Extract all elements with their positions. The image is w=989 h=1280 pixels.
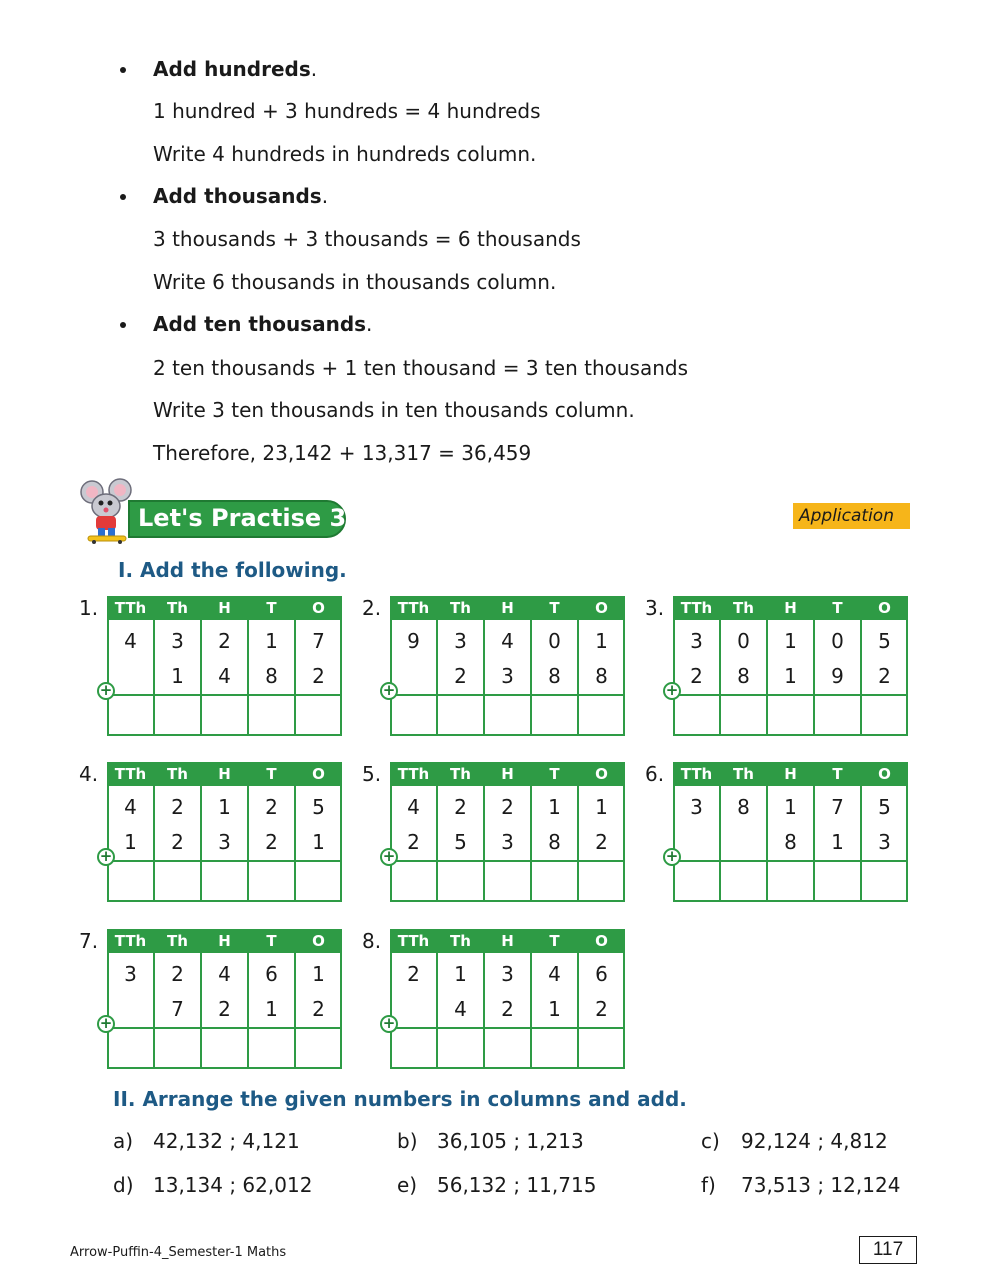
digit-cell: 6: [265, 962, 278, 986]
digit-cell: 1: [784, 664, 797, 688]
answer-cell[interactable]: [720, 697, 767, 733]
application-tag: Application: [793, 503, 910, 529]
exercise-numbers: 56,132 ; 11,715: [437, 1173, 597, 1197]
column-header: T: [549, 765, 560, 783]
digit-cell: 3: [690, 629, 703, 653]
answer-cell[interactable]: [154, 863, 201, 899]
plus-sign-icon: +: [97, 682, 115, 700]
place-value-table: [99, 762, 342, 902]
column-header: T: [832, 765, 843, 783]
column-header: H: [784, 599, 797, 617]
step-title: Add thousands.: [153, 184, 329, 208]
digit-cell: 3: [878, 830, 891, 854]
answer-cell[interactable]: [437, 863, 484, 899]
answer-cell[interactable]: [437, 1030, 484, 1066]
exercise-numbers: 92,124 ; 4,812: [741, 1129, 888, 1153]
exercise-label: e): [397, 1173, 418, 1197]
sum-divider: [107, 860, 342, 862]
column-header: O: [312, 932, 325, 950]
digit-cell: 1: [171, 664, 184, 688]
sum-divider: [390, 1027, 625, 1029]
column-header: TTh: [397, 765, 430, 783]
table-header: [390, 596, 625, 620]
digit-cell: 2: [454, 795, 467, 819]
digit-cell: 4: [501, 629, 514, 653]
answer-cell[interactable]: [767, 863, 814, 899]
answer-cell[interactable]: [484, 1030, 531, 1066]
step-line: 1 hundred + 3 hundreds = 4 hundreds: [153, 99, 541, 123]
column-header: T: [266, 932, 277, 950]
step-line: 2 ten thousands + 1 ten thousand = 3 ten thousands: [153, 356, 688, 380]
digit-cell: 5: [454, 830, 467, 854]
page-number: 117: [859, 1236, 917, 1264]
table-header: [390, 929, 625, 953]
problem-number: 1.: [79, 596, 99, 620]
answer-cell[interactable]: [673, 863, 720, 899]
section-heading-2: II. Arrange the given numbers in columns and add.: [113, 1087, 687, 1111]
digit-cell: 4: [124, 795, 137, 819]
digit-cell: 2: [501, 997, 514, 1021]
digit-cell: 7: [831, 795, 844, 819]
digit-cell: 9: [831, 664, 844, 688]
digit-cell: 1: [218, 795, 231, 819]
place-value-table: [665, 596, 908, 736]
digit-cell: 1: [831, 830, 844, 854]
digit-cell: 1: [265, 997, 278, 1021]
section-heading-1: I. Add the following.: [118, 558, 347, 582]
answer-cell[interactable]: [248, 697, 295, 733]
bullet-dot: [118, 314, 128, 324]
digit-cell: 0: [737, 629, 750, 653]
column-header: T: [266, 765, 277, 783]
digit-cell: 7: [171, 997, 184, 1021]
digit-cell: 1: [265, 629, 278, 653]
sum-divider: [390, 694, 625, 696]
column-header: O: [878, 599, 891, 617]
digit-cell: 3: [501, 830, 514, 854]
problem-number: 2.: [362, 596, 382, 620]
answer-cell[interactable]: [201, 1030, 248, 1066]
sum-divider: [673, 860, 908, 862]
digit-cell: 1: [784, 795, 797, 819]
column-header: Th: [167, 599, 188, 617]
digit-cell: 4: [548, 962, 561, 986]
answer-cell[interactable]: [295, 1030, 342, 1066]
column-header: O: [595, 765, 608, 783]
digit-cell: 2: [878, 664, 891, 688]
answer-cell[interactable]: [107, 863, 154, 899]
step-line: Write 4 hundreds in hundreds column.: [153, 142, 537, 166]
problem-number: 8.: [362, 929, 382, 953]
step-title: Add ten thousands.: [153, 312, 373, 336]
column-header: H: [784, 765, 797, 783]
digit-cell: 8: [548, 664, 561, 688]
answer-cell[interactable]: [437, 697, 484, 733]
column-header: O: [595, 599, 608, 617]
answer-cell[interactable]: [154, 697, 201, 733]
answer-cell[interactable]: [861, 697, 908, 733]
digit-cell: 4: [407, 795, 420, 819]
column-header: T: [266, 599, 277, 617]
problem-number: 4.: [79, 762, 99, 786]
digit-cell: 8: [595, 664, 608, 688]
exercise-label: d): [113, 1173, 134, 1197]
answer-cell[interactable]: [295, 697, 342, 733]
plus-sign-icon: +: [380, 682, 398, 700]
digit-cell: 2: [312, 997, 325, 1021]
digit-cell: 6: [595, 962, 608, 986]
digit-cell: 5: [878, 629, 891, 653]
column-header: TTh: [114, 765, 147, 783]
digit-cell: 1: [548, 997, 561, 1021]
digit-cell: 5: [878, 795, 891, 819]
sum-divider: [107, 1027, 342, 1029]
bullet-dot: [118, 186, 128, 196]
answer-cell[interactable]: [673, 697, 720, 733]
column-header: T: [832, 599, 843, 617]
plus-sign-icon: +: [97, 848, 115, 866]
digit-cell: 1: [124, 830, 137, 854]
place-value-table: [99, 929, 342, 1069]
column-header: Th: [450, 932, 471, 950]
digit-cell: 8: [548, 830, 561, 854]
place-value-table: [99, 596, 342, 736]
exercise-label: c): [701, 1129, 720, 1153]
step-line: Write 3 ten thousands in ten thousands column.: [153, 398, 635, 422]
plus-sign-icon: +: [380, 848, 398, 866]
digit-cell: 9: [407, 629, 420, 653]
answer-cell[interactable]: [201, 863, 248, 899]
column-header: H: [501, 765, 514, 783]
column-header: T: [549, 599, 560, 617]
digit-cell: 8: [265, 664, 278, 688]
digit-cell: 2: [171, 795, 184, 819]
answer-cell[interactable]: [295, 863, 342, 899]
column-header: O: [595, 932, 608, 950]
answer-cell[interactable]: [484, 863, 531, 899]
digit-cell: 7: [312, 629, 325, 653]
answer-cell[interactable]: [578, 697, 625, 733]
answer-cell[interactable]: [201, 697, 248, 733]
digit-cell: 2: [407, 962, 420, 986]
digit-cell: 8: [737, 664, 750, 688]
column-header: O: [878, 765, 891, 783]
digit-cell: 2: [454, 664, 467, 688]
digit-cell: 2: [265, 830, 278, 854]
digit-cell: 3: [124, 962, 137, 986]
answer-cell[interactable]: [720, 863, 767, 899]
column-header: O: [312, 599, 325, 617]
digit-cell: 3: [501, 962, 514, 986]
digit-cell: 2: [501, 795, 514, 819]
problem-number: 5.: [362, 762, 382, 786]
column-header: TTh: [680, 765, 713, 783]
answer-cell[interactable]: [390, 863, 437, 899]
digit-cell: 5: [312, 795, 325, 819]
sum-divider: [390, 860, 625, 862]
exercise-label: f): [701, 1173, 716, 1197]
column-header: T: [549, 932, 560, 950]
problem-number: 3.: [645, 596, 665, 620]
column-header: Th: [450, 765, 471, 783]
column-header: TTh: [397, 599, 430, 617]
step-title: Add hundreds.: [153, 57, 318, 81]
digit-cell: 4: [218, 664, 231, 688]
footer-book-title: Arrow-Puffin-4_Semester-1 Maths: [70, 1245, 287, 1260]
column-header: H: [218, 765, 231, 783]
table-header: [107, 929, 342, 953]
column-header: TTh: [114, 599, 147, 617]
digit-cell: 3: [690, 795, 703, 819]
digit-cell: 2: [595, 830, 608, 854]
column-header: TTh: [680, 599, 713, 617]
digit-cell: 1: [784, 629, 797, 653]
sum-divider: [673, 694, 908, 696]
table-header: [107, 596, 342, 620]
column-header: TTh: [114, 932, 147, 950]
answer-cell[interactable]: [814, 863, 861, 899]
digit-cell: 1: [312, 830, 325, 854]
answer-cell[interactable]: [107, 697, 154, 733]
digit-cell: 3: [454, 629, 467, 653]
plus-sign-icon: +: [97, 1015, 115, 1033]
place-value-table: [665, 762, 908, 902]
column-header: TTh: [397, 932, 430, 950]
table-header: [390, 762, 625, 786]
digit-cell: 4: [218, 962, 231, 986]
problem-number: 7.: [79, 929, 99, 953]
column-header: H: [218, 599, 231, 617]
problem-number: 6.: [645, 762, 665, 786]
digit-cell: [720, 824, 767, 860]
answer-cell[interactable]: [531, 697, 578, 733]
digit-cell: 2: [218, 629, 231, 653]
digit-cell: 1: [548, 795, 561, 819]
digit-cell: 2: [407, 830, 420, 854]
digit-cell: 1: [595, 795, 608, 819]
answer-cell[interactable]: [248, 1030, 295, 1066]
sum-divider: [107, 694, 342, 696]
column-header: Th: [167, 932, 188, 950]
table-header: [673, 596, 908, 620]
column-header: H: [501, 599, 514, 617]
digit-cell: 2: [595, 997, 608, 1021]
column-header: Th: [167, 765, 188, 783]
table-header: [673, 762, 908, 786]
digit-cell: 0: [548, 629, 561, 653]
step-line: Write 6 thousands in thousands column.: [153, 270, 557, 294]
digit-cell: 3: [501, 664, 514, 688]
plus-sign-icon: +: [380, 1015, 398, 1033]
digit-cell: 1: [454, 962, 467, 986]
column-header: H: [218, 932, 231, 950]
exercise-numbers: 42,132 ; 4,121: [153, 1129, 300, 1153]
step-line: 3 thousands + 3 thousands = 6 thousands: [153, 227, 581, 251]
column-header: Th: [450, 599, 471, 617]
answer-cell[interactable]: [248, 863, 295, 899]
digit-cell: 8: [784, 830, 797, 854]
answer-cell[interactable]: [390, 697, 437, 733]
conclusion-line: Therefore, 23,142 + 13,317 = 36,459: [153, 441, 532, 465]
answer-cell[interactable]: [578, 1030, 625, 1066]
place-value-table: [382, 762, 625, 902]
digit-cell: 8: [737, 795, 750, 819]
exercise-numbers: 36,105 ; 1,213: [437, 1129, 584, 1153]
digit-cell: 2: [218, 997, 231, 1021]
exercise-label: a): [113, 1129, 134, 1153]
answer-cell[interactable]: [107, 1030, 154, 1066]
exercise-numbers: 13,134 ; 62,012: [153, 1173, 313, 1197]
exercise-label: b): [397, 1129, 418, 1153]
answer-cell[interactable]: [814, 697, 861, 733]
column-header: Th: [733, 765, 754, 783]
digit-cell: 1: [312, 962, 325, 986]
answer-cell[interactable]: [767, 697, 814, 733]
digit-cell: 0: [831, 629, 844, 653]
digit-cell: 3: [218, 830, 231, 854]
digit-cell: 4: [124, 629, 137, 653]
digit-cell: 2: [171, 830, 184, 854]
bullet-dot: [118, 59, 128, 69]
column-header: O: [312, 765, 325, 783]
answer-cell[interactable]: [578, 863, 625, 899]
answer-cell[interactable]: [484, 697, 531, 733]
place-value-table: [382, 929, 625, 1069]
answer-cell[interactable]: [390, 1030, 437, 1066]
table-header: [107, 762, 342, 786]
place-value-table: [382, 596, 625, 736]
digit-cell: 3: [171, 629, 184, 653]
digit-cell: 4: [454, 997, 467, 1021]
answer-cell[interactable]: [531, 863, 578, 899]
column-header: H: [501, 932, 514, 950]
practise-banner-title: Let's Practise 3.2: [138, 504, 373, 532]
digit-cell: 2: [265, 795, 278, 819]
answer-cell[interactable]: [154, 1030, 201, 1066]
exercise-numbers: 73,513 ; 12,124: [741, 1173, 901, 1197]
digit-cell: 2: [690, 664, 703, 688]
digit-cell: 2: [171, 962, 184, 986]
plus-sign-icon: +: [663, 682, 681, 700]
digit-cell: 2: [312, 664, 325, 688]
answer-cell[interactable]: [531, 1030, 578, 1066]
column-header: Th: [733, 599, 754, 617]
digit-cell: 1: [595, 629, 608, 653]
plus-sign-icon: +: [663, 848, 681, 866]
answer-cell[interactable]: [861, 863, 908, 899]
